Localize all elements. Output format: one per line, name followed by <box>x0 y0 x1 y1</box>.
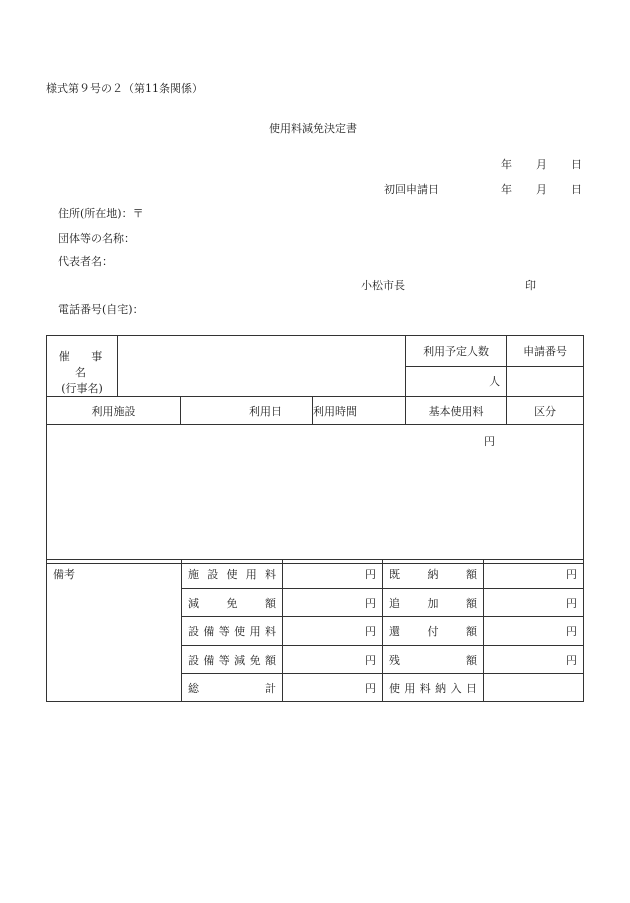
application-number-label: 申請番号 <box>507 336 584 367</box>
payment-date-field[interactable] <box>484 674 584 702</box>
total-label: 総 計 <box>188 681 276 695</box>
event-name-sub-label: (行事名) <box>61 382 103 395</box>
column-date: 利用日 <box>181 397 313 425</box>
usage-table <box>46 335 584 564</box>
equipment-fee-label: 設 備 等 使 用 料 <box>188 625 276 638</box>
initial-application-year: 年 <box>501 183 512 196</box>
date-year: 年 <box>501 158 512 171</box>
address-label: 住所(所在地)：〒 <box>58 207 144 220</box>
phone-label: 電話番号(自宅)： <box>58 303 144 316</box>
basic-fee-yen: 円 <box>484 435 495 448</box>
column-facility: 利用施設 <box>47 397 181 425</box>
date-day: 日 <box>571 158 582 171</box>
document-title: 使用料減免決定書 <box>269 122 357 135</box>
event-name-label-cell <box>47 336 118 397</box>
date-month: 月 <box>536 158 547 171</box>
column-category: 区分 <box>507 397 584 425</box>
equipment-reduction-label: 設 備 等 減 免 額 <box>188 653 276 667</box>
event-name-label: 催 事 名 <box>58 350 112 379</box>
column-time: 利用時間 <box>313 397 406 425</box>
group-name-label: 団体等の名称： <box>58 232 135 245</box>
equipment-reduction-field[interactable]: 円 <box>283 646 383 674</box>
additional-amount-label: 追 加 額 <box>389 596 477 610</box>
initial-application-label: 初回申請日 <box>384 183 439 196</box>
total-field[interactable]: 円 <box>283 674 383 702</box>
remarks-cell[interactable] <box>47 560 182 702</box>
facility-fee-label: 施 設 使 用 料 <box>188 568 276 581</box>
representative-label: 代表者名： <box>58 255 113 268</box>
balance-label: 残 額 <box>389 653 477 667</box>
reduction-amount-field[interactable]: 円 <box>283 589 383 617</box>
facility-fee-field[interactable]: 円 <box>283 560 383 589</box>
event-name-field[interactable] <box>118 336 406 397</box>
fee-table <box>46 559 584 702</box>
balance-field[interactable]: 円 <box>484 646 584 674</box>
people-unit: 人 <box>489 375 501 389</box>
column-basic-fee: 基本使用料 <box>406 397 507 425</box>
refund-amount-label: 還 付 額 <box>389 625 477 638</box>
initial-application-day: 日 <box>571 183 582 196</box>
remarks-label: 備考 <box>53 568 75 581</box>
payment-date-label: 使 用 料 納 入 日 <box>389 681 477 695</box>
equipment-fee-field[interactable]: 円 <box>283 617 383 646</box>
form-number: 様式第９号の２（第11条関係） <box>46 82 203 95</box>
seal-mark: 印 <box>525 279 536 292</box>
refund-amount-field[interactable]: 円 <box>484 617 584 646</box>
usage-details-body[interactable] <box>47 425 584 564</box>
already-paid-field[interactable]: 円 <box>484 560 584 589</box>
initial-application-month: 月 <box>536 183 547 196</box>
application-number-field[interactable] <box>507 366 584 397</box>
expected-people-label: 利用予定人数 <box>406 336 507 367</box>
addressee-name: 小松市長 <box>361 279 405 292</box>
already-paid-label: 既 納 額 <box>389 568 477 581</box>
additional-amount-field[interactable]: 円 <box>484 589 584 617</box>
reduction-amount-label: 減 免 額 <box>188 596 276 610</box>
expected-people-field[interactable] <box>406 366 507 397</box>
